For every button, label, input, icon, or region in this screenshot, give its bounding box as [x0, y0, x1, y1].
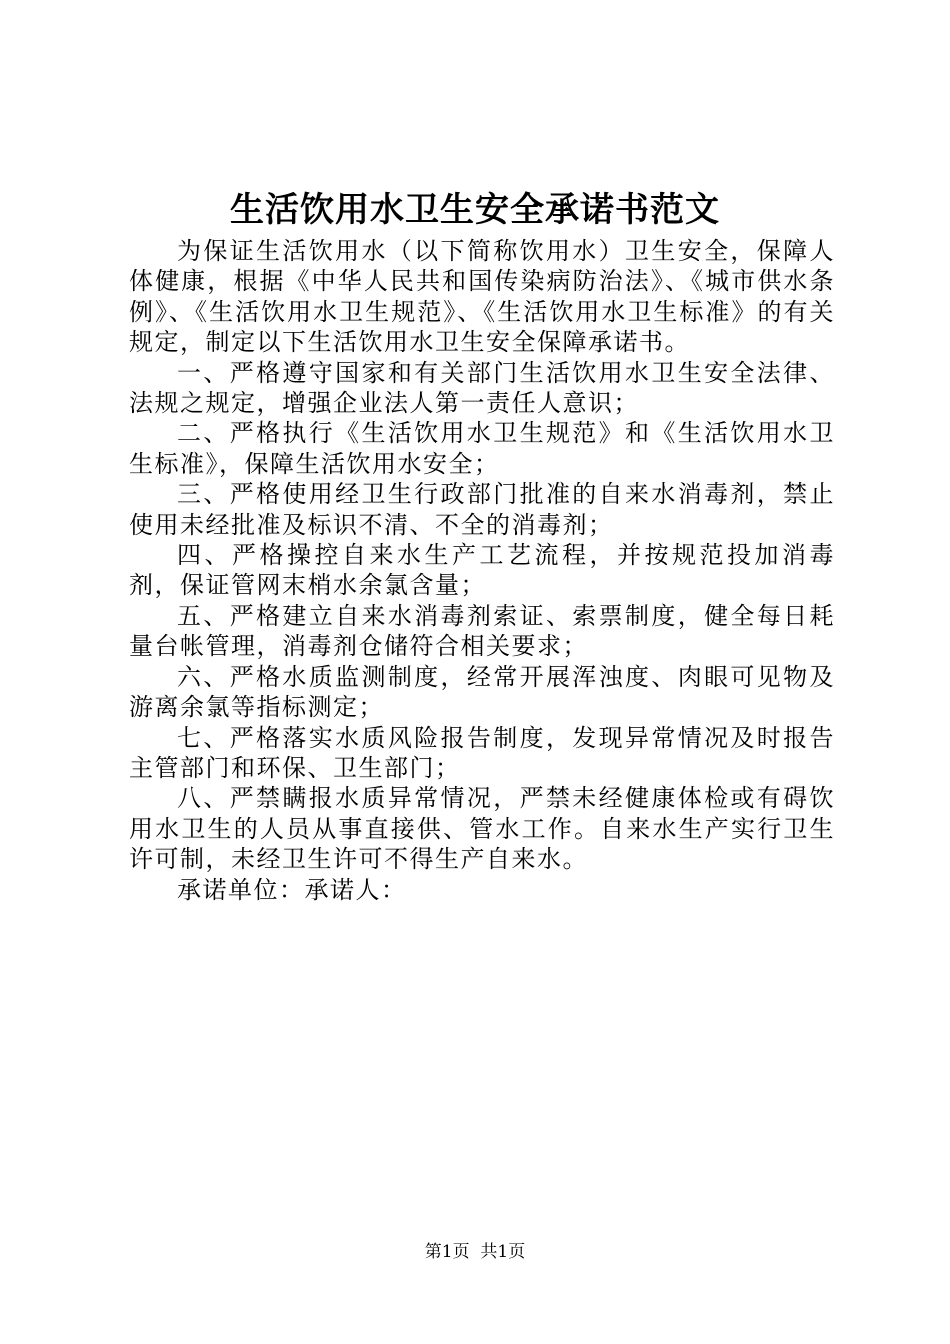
paragraph-item-1: 一、严格遵守国家和有关部门生活饮用水卫生安全法律、法规之规定，增强企业法人第一责任人意识； — [129, 358, 835, 418]
paragraph-item-2: 二、严格执行《生活饮用水卫生规范》和《生活饮用水卫生标准》，保障生活饮用水安全； — [129, 419, 835, 478]
document-title: 生活饮用水卫生安全承诺书范文 — [230, 190, 720, 230]
paragraph-item-6: 六、严格水质监测制度，经常开展浑浊度、肉眼可见物及游离余氯等指标测定； — [129, 662, 835, 722]
paragraph-intro: 为保证生活饮用水（以下简称饮用水）卫生安全，保障人体健康，根据《中华人民共和国传染病防治法》、《城市供水条例》、《生活饮用水卫生规范》、《生活饮用水卫生标准》的有关规定，制定以下生活饮用水卫生安全保障承诺书。 — [129, 237, 835, 357]
paragraph-item-3: 三、严格使用经卫生行政部门批准的自来水消毒剂，禁止使用未经批准及标识不清、不全的消毒剂； — [129, 480, 835, 539]
paragraph-item-5: 五、严格建立自来水消毒剂索证、索票制度，健全每日耗量台帐管理，消毒剂仓储符合相关要求； — [129, 601, 835, 661]
paragraph-item-4: 四、严格操控自来水生产工艺流程，并按规范投加消毒剂，保证管网末梢水余氯含量； — [129, 541, 835, 600]
document-body — [129, 236, 835, 905]
page-number: 第1页 共1页 — [424, 1242, 526, 1262]
page-footer — [0, 1240, 950, 1264]
signature-line: 承诺单位：承诺人： — [177, 875, 407, 904]
paragraph-item-7: 七、严格落实水质风险报告制度，发现异常情况及时报告主管部门和环保、卫生部门； — [129, 723, 835, 782]
paragraph-item-8: 八、严禁瞒报水质异常情况，严禁未经健康体检或有碍饮用水卫生的人员从事直接供、管水工作。自来水生产实行卫生许可制，未经卫生许可不得生产自来水。 — [129, 784, 835, 874]
